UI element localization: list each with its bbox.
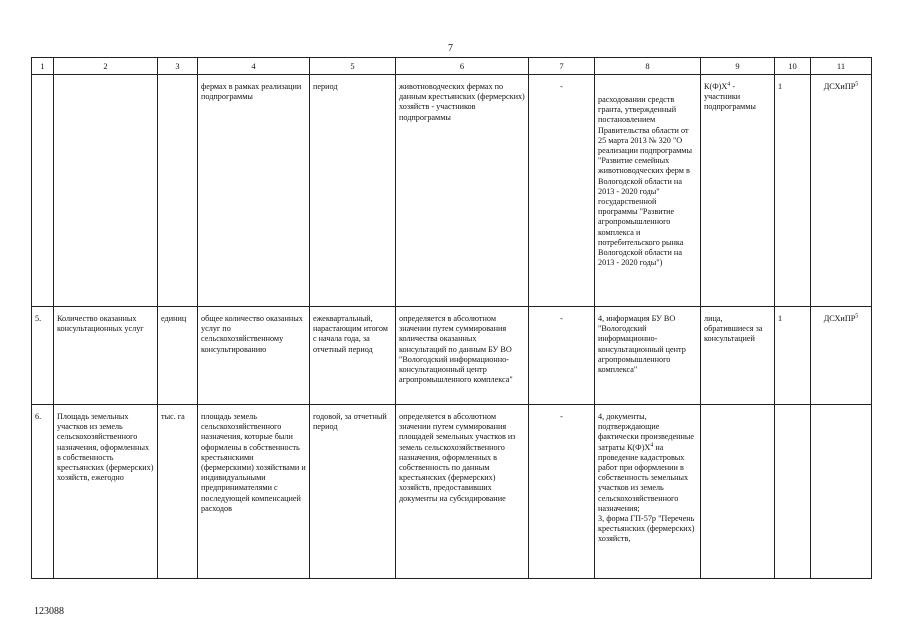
header-cell: 11 [811, 58, 872, 75]
page-number: 7 [448, 43, 453, 54]
unit: тыс. га [158, 405, 198, 579]
header-cell: 5 [310, 58, 396, 75]
observation-object [701, 75, 775, 307]
data-source-part-a: 4, документы, подтверждающие фактически произведенные затраты К(Ф)Х [598, 412, 694, 452]
unit [158, 75, 198, 307]
data-source [595, 405, 701, 579]
row-number: 5. [32, 307, 54, 405]
row-number: 6. [32, 405, 54, 579]
formula: - [529, 307, 595, 405]
header-cell: 6 [396, 58, 529, 75]
document-id: 123088 [34, 606, 64, 617]
coverage [775, 405, 811, 579]
responsible-main: ДСХиПР [823, 314, 856, 323]
observation-object: лица, обратившиеся за консультацией [701, 307, 775, 405]
header-cell: 7 [529, 58, 595, 75]
indicator-name [54, 75, 158, 307]
header-cell: 1 [32, 58, 54, 75]
definition: площадь земель сельскохозяйственного назначения, которые были оформлены в собственность крестьянскими (фермерскими) хозяйствами и индивидуальными предпринимателями с последующей компенсацией расходов [198, 405, 310, 579]
row-number [32, 75, 54, 307]
header-cell: 2 [54, 58, 158, 75]
periodicity: годовой, за отчетный период [310, 405, 396, 579]
formula: - [529, 75, 595, 307]
observation-object-main: К(Ф)Х [704, 82, 728, 91]
table-row [32, 75, 872, 307]
data-source: 4, информация БУ ВО "Вологодский информационно-консультационный центр агропромышленного комплекса" [595, 307, 701, 405]
footnote-mark: 4 [727, 81, 731, 88]
unit: единиц [158, 307, 198, 405]
responsible [811, 307, 872, 405]
definition: фермах в рамках реализации подпрограммы [198, 75, 310, 307]
table-row [32, 307, 872, 405]
data-source: расходовании средств гранта, утвержденный постановлением Правительства области от 25 марта 2013 № 320 "О реализации подпрограммы "Развитие семейных животноводческих ферм в Вологодской области на 2013 - 2020 годы" государственной программы "Развитие агропромышленного комплекса и потребительского рынка Вологодской области на 2013 - 2020 годы") [595, 75, 701, 307]
data-source-part-c: 3, форма ГП-57р "Перечень крестьянских (фермерских) хозяйств, [598, 514, 695, 544]
observation-object [701, 405, 775, 579]
responsible [811, 75, 872, 307]
definition: общее количество оказанных услуг по сельскохозяйственному консультированию [198, 307, 310, 405]
periodicity: период [310, 75, 396, 307]
indicator-name: Площадь земельных участков из земель сельскохозяйственного назначения, оформленных в собственность крестьянских (фермерских) хозяйств, ежегодно [54, 405, 158, 579]
table-row [32, 405, 872, 579]
footnote-mark: 4 [650, 441, 654, 448]
data-source-part-b: на проведение кадастровых работ при оформлении в собственность земельных участков из земель сельскохозяйственного назначения; [598, 442, 689, 513]
coverage: 1 [775, 307, 811, 405]
indicator-name: Количество оказанных консультационных услуг [54, 307, 158, 405]
header-cell: 4 [198, 58, 310, 75]
calculation-method: определяется в абсолютном значении путем суммирования количества оказанных консультаций по данным БУ ВО "Вологодский информационно-консультационный центр агропромышленного комплекса" [396, 307, 529, 405]
footnote-mark: 5 [855, 313, 859, 320]
responsible [811, 405, 872, 579]
header-row [32, 58, 872, 75]
header-cell: 8 [595, 58, 701, 75]
calculation-method: животноводческих фермах по данным крестьянских (фермерских) хозяйств - участников подпрограммы [396, 75, 529, 307]
calculation-method: определяется в абсолютном значении путем суммирования площадей земельных участков из земель сельскохозяйственного назначения, оформленных в собственность по данным крестьянских (фермерских) хозяйств, предоставивших документы на субсидирование [396, 405, 529, 579]
observation-object-rest: - участники подпрограммы [704, 82, 756, 112]
formula: - [529, 405, 595, 579]
indicators-table [31, 57, 872, 579]
header-cell: 10 [775, 58, 811, 75]
header-cell: 9 [701, 58, 775, 75]
periodicity: ежеквартальный, нарастающим итогом с начала года, за отчетный период [310, 307, 396, 405]
coverage: 1 [775, 75, 811, 307]
header-cell: 3 [158, 58, 198, 75]
footnote-mark: 5 [855, 81, 859, 88]
responsible-main: ДСХиПР [823, 82, 856, 91]
